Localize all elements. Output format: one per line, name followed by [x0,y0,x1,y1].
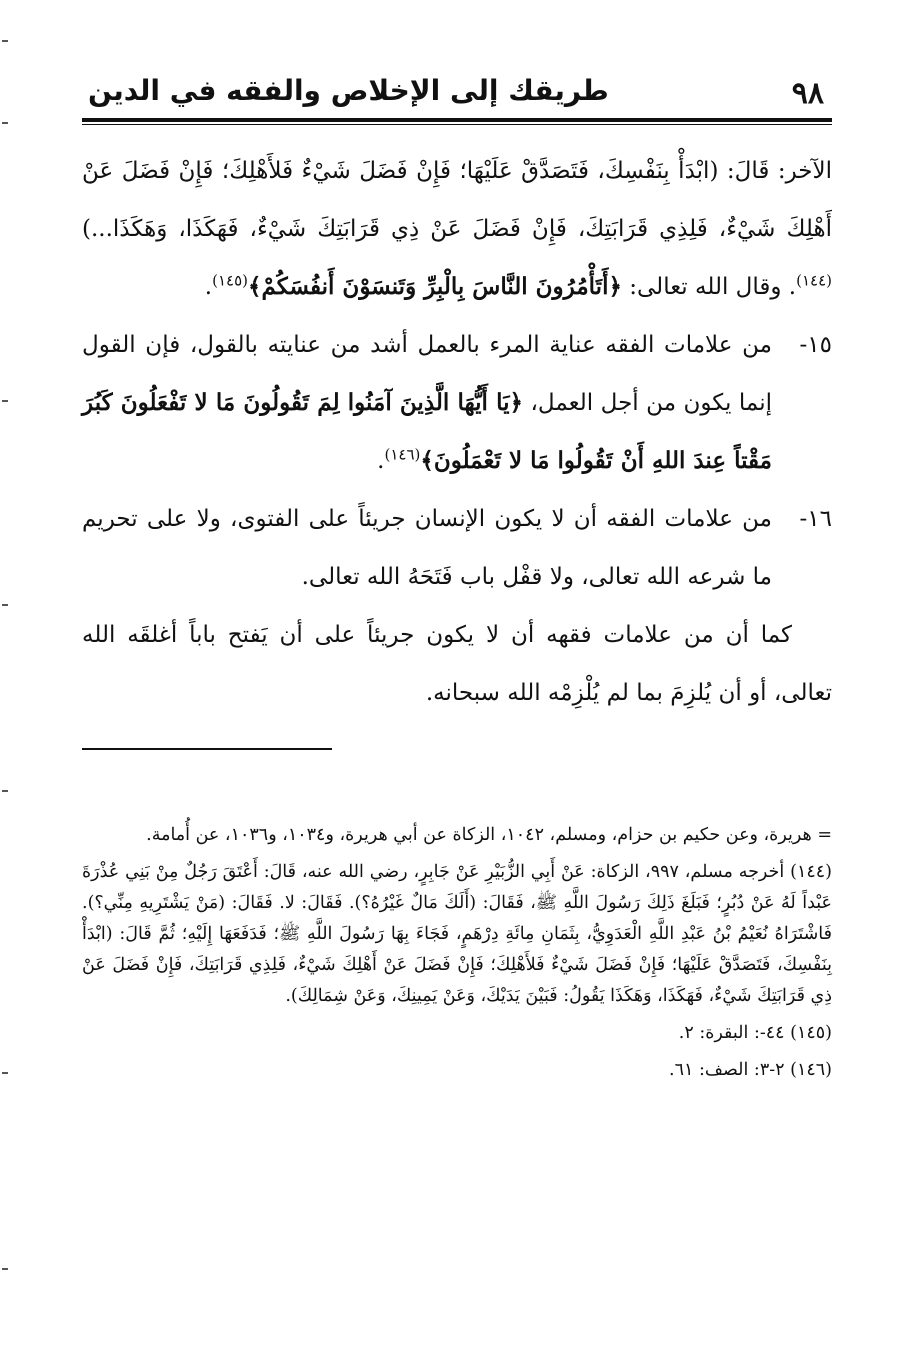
footnote-144: (١٤٤) أخرجه مسلم، ٩٩٧، الزكاة: عَنْ أَبِي الزُّبَيْرِ عَنْ جَابِرٍ، رضي الله عنه، قَالَ: أَعْتَقَ رَجُلٌ مِنْ بَنِي عُذْرَةَ عَبْداً لَهُ عَنْ دُبُرٍ؛ فَبَلَغَ ذَلِكَ رَسُولَ اللَّهِ ﷺ، فَقَالَ: (أَلَكَ مَالٌ غَيْرُهُ؟). فَقَالَ: لا. فَقَالَ: (مَنْ يَشْتَرِيهِ مِنِّي؟). فَاشْتَرَاهُ نُعَيْمُ بْنُ عَبْدِ اللَّهِ الْعَدَوِيُّ، بِثَمَانِ مِائَةِ دِرْهَمٍ، فَجَاءَ بِهَا رَسُولَ اللَّهِ ﷺ؛ فَدَفَعَهَا إِلَيْهِ؛ ثُمَّ قَالَ: (ابْدَأْ بِنَفْسِكَ، فَتَصَدَّقْ عَلَيْهَا؛ فَإِنْ فَضَلَ شَيْءٌ فَلأَهْلِكَ؛ فَإِنْ فَضَلَ عَنْ أَهْلِكَ شَيْءٌ، فَلِذِي قَرَابَتِكَ، فَإِنْ فَضَلَ عَنْ ذِي قَرَابَتِكَ شَيْءٌ، فَهَكَذَا، وَهَكَذَا يَقُولُ: فَبَيْنَ يَدَيْكَ، وَعَنْ يَمِينِكَ، وَعَنْ شِمَالِكَ). [82,862,832,1006]
scan-mark [2,790,8,792]
item-number: ١٥- [799,332,832,358]
scan-mark [2,1072,8,1074]
header-rule-thin [82,124,832,125]
continuation-mark: = [817,825,832,845]
footnote-number: (١٤٦) [790,1060,832,1080]
item-text: من علامات الفقه أن لا يكون الإنسان جريئاً على الفتوى، ولا على تحريم ما شرعه الله تعالى، ولا قفْل باب فَتَحَهُ الله تعالى. [82,506,772,590]
footnote-number: (١٤٥) [790,1023,832,1043]
scan-mark [2,122,8,124]
footnote-continuation: = هريرة، وعن حكيم بن حزام، ومسلم، ١٠٤٢، الزكاة عن أبي هريرة، و١٠٣٤، و١٠٣٦، عن أُمامة. [146,825,832,845]
footnote-number: (١٤٤) [790,862,832,882]
scan-mark [2,1268,8,1270]
footnote-ref-146[interactable]: (١٤٦) [384,445,421,464]
item-number: ١٦- [799,506,832,532]
footnote-146: (١٤٦) ٢-٣: الصف: ٦١. [669,1060,832,1080]
running-title: طريقك إلى الإخلاص والفقه في الدين [88,74,609,107]
header-rule-thick [82,118,832,122]
footnotes [82,820,832,1092]
scan-mark [2,400,8,402]
paragraph-final: كما أن من علامات فقهه أن لا يكون جريئاً على أن يَفتح باباً أغلقَه الله تعالى، أو أن يُلزِمَ بما لم يُلْزِمْه الله سبحانه. [82,622,832,706]
page-number: ٩٨ [791,76,824,111]
main-text [82,142,832,722]
page-header [82,72,832,116]
quran-verse: ﴿أَتَأْمُرُونَ النَّاسَ بِالْبِرِّ وَتَنسَوْنَ أَنفُسَكُمْ﴾ [248,273,622,300]
paragraph-continuation: الآخر: قَالَ: (ابْدَأْ بِنَفْسِكَ، فَتَصَدَّقْ عَلَيْهَا؛ فَإِنْ فَضَلَ شَيْءٌ فَلأَهْلِكَ؛ فَإِنْ فَضَلَ عَنْ أَهْلِكَ شَيْءٌ، فَلِذِي قَرَابَتِكَ، فَإِنْ فَضَلَ عَنْ ذِي قَرَابَتِكَ شَيْءٌ، فَهَكَذَا، وَهَكَذَا...)$^{(١٤٤)}$. وقال الله تعالى: ﴿أَتَأْمُرُونَ النَّاسَ بِالْبِرِّ وَتَنسَوْنَ أَنفُسَكُمْ﴾$^{(١٤٥)}$. [82,158,832,300]
scan-mark [2,40,8,42]
footnote-ref-144[interactable]: (١٤٤) [796,271,832,290]
book-page [82,0,832,1356]
scan-mark [2,604,8,606]
item-text: من علامات الفقه عناية المرء بالعمل أشد من عنايته بالقول، فإن القول إنما يكون من أجل العمل، ﴿يَا أَيُّهَا الَّذِينَ آمَنُوا لِمَ تَقُولُونَ مَا لا تَفْعَلُونَ كَبُرَ مَقْتاً عِندَ اللهِ أَنْ تَقُولُوا مَا لا تَعْمَلُونَ﴾$^{(١٤٦)}$. [82,332,773,474]
list-item-16 [82,490,832,606]
list-item-15 [82,316,832,490]
footnote-ref-145[interactable]: (١٤٥) [212,271,248,290]
footnote-145: (١٤٥) ٤٤-: البقرة: ٢. [678,1023,832,1043]
quran-verse: ﴿يَا أَيُّهَا الَّذِينَ آمَنُوا لِمَ تَقُولُونَ مَا لا تَفْعَلُونَ كَبُرَ مَقْتاً عِندَ اللهِ أَنْ تَقُولُوا مَا لا تَعْمَلُونَ﴾ [82,389,772,474]
footnote-separator [82,748,332,750]
